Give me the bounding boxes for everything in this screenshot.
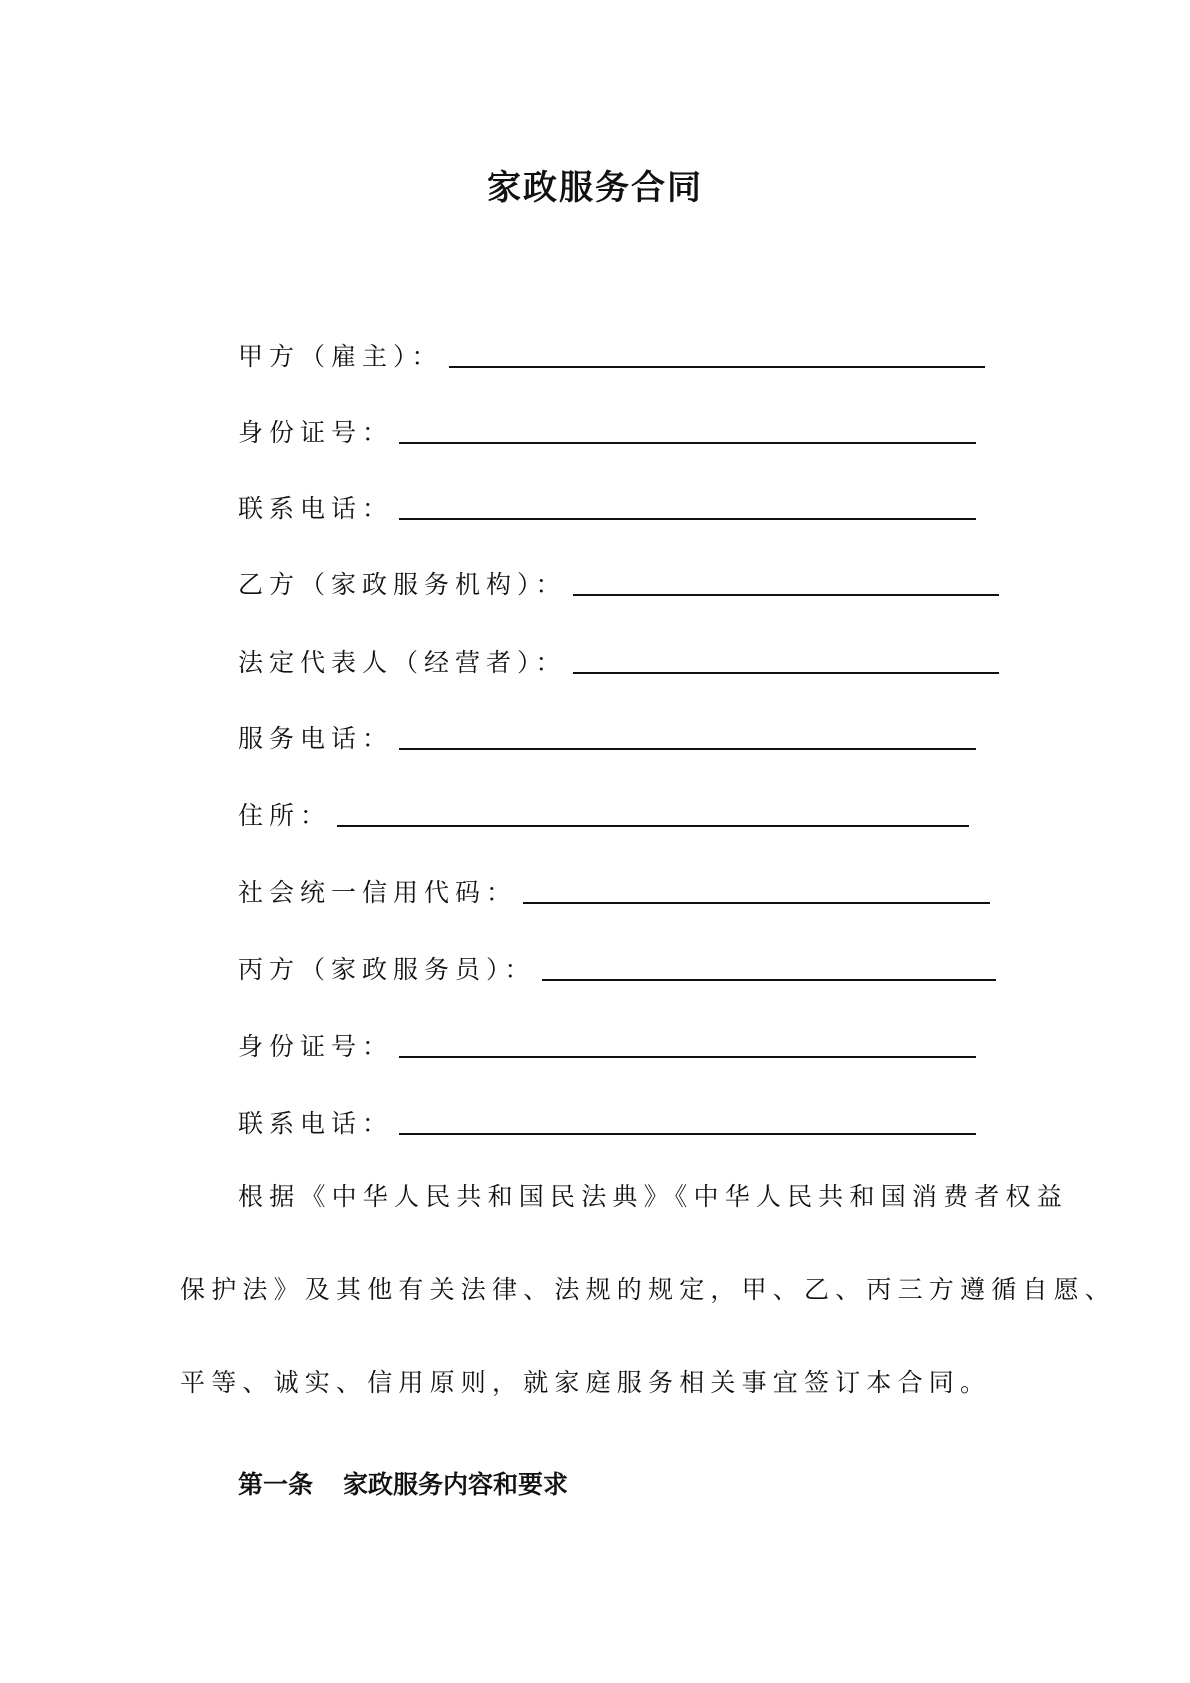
field-label: 服务电话： <box>238 724 394 753</box>
field-label: 法定代表人（经营者）： <box>238 648 567 677</box>
fill-in-line[interactable] <box>573 594 999 596</box>
field-party-a-phone <box>238 486 976 526</box>
fill-in-line[interactable] <box>399 518 976 520</box>
fill-in-line[interactable] <box>399 1133 976 1135</box>
preamble-line-2: 保护法》及其他有关法律、法规的规定，甲、乙、丙三方遵循自愿、 <box>180 1275 1117 1304</box>
fill-in-line[interactable] <box>573 672 999 674</box>
fill-in-line[interactable] <box>337 825 969 827</box>
field-label: 社会统一信用代码： <box>238 878 518 907</box>
field-party-b <box>238 562 999 602</box>
preamble-line-1: 根据《中华人民共和国民法典》《中华人民共和国消费者权益 <box>238 1182 1068 1211</box>
field-label: 住所： <box>238 801 332 830</box>
field-credit-code <box>238 870 990 910</box>
field-legal-rep <box>238 640 999 680</box>
section-number: 第一条 <box>238 1470 314 1499</box>
document-title: 家政服务合同 <box>487 168 703 208</box>
section-title: 家政服务内容和要求 <box>343 1470 569 1499</box>
field-label: 乙方（家政服务机构）： <box>238 570 567 599</box>
field-label: 身份证号： <box>238 418 394 447</box>
section-heading <box>238 1468 568 1502</box>
field-label: 身份证号： <box>238 1032 394 1061</box>
preamble-line-3: 平等、诚实、信用原则，就家庭服务相关事宜签订本合同。 <box>180 1368 992 1397</box>
fill-in-line[interactable] <box>523 902 990 904</box>
fill-in-line[interactable] <box>449 366 985 368</box>
field-party-c-id <box>238 1024 976 1064</box>
fill-in-line[interactable] <box>542 979 996 981</box>
field-party-c <box>238 947 996 987</box>
field-party-a <box>238 334 985 374</box>
field-service-phone <box>238 716 976 756</box>
field-party-a-id <box>238 410 976 450</box>
field-label: 联系电话： <box>238 1109 394 1138</box>
field-address <box>238 793 969 833</box>
fill-in-line[interactable] <box>399 1056 976 1058</box>
field-label: 甲方（雇主）： <box>238 342 443 371</box>
field-label: 联系电话： <box>238 494 394 523</box>
field-party-c-phone <box>238 1101 976 1141</box>
fill-in-line[interactable] <box>399 442 976 444</box>
fill-in-line[interactable] <box>399 748 976 750</box>
field-label: 丙方（家政服务员）： <box>238 955 536 984</box>
